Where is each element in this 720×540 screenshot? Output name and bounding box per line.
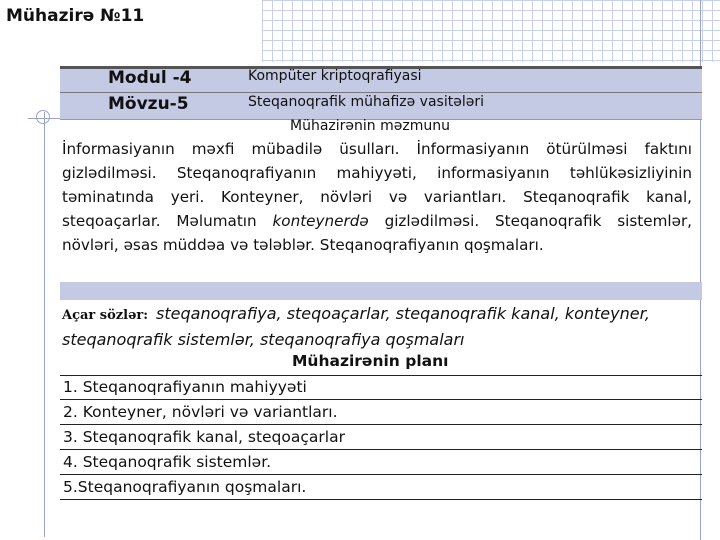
plan-item: 1. Steqanoqrafiyanın mahiyyəti bbox=[60, 375, 702, 400]
content-text-part-1: İnformasiyanın məxfi mübadilə üsulları. İnformasiyanın ötürülməsi faktını gizlədilməsi. Steqanoqrafiyanın mahiyyəti, informasiyanın təhlükəsizliyinin təminatında yeri. Konteyner, növləri və variantları. Steqanoqrafik kanal, steqoaçarlar. Məlumatın bbox=[62, 140, 692, 230]
movzu-value: Steqanoqrafik mühafizə vasitələri bbox=[248, 94, 484, 110]
decorative-left-line bbox=[44, 112, 45, 537]
decorative-grid bbox=[262, 0, 720, 62]
content-text bbox=[62, 137, 692, 257]
plan-item: 5.Steqanoqrafiyanın qoşmaları. bbox=[60, 475, 702, 500]
plan-item: 4. Steqanoqrafik sistemlər. bbox=[60, 450, 702, 475]
keywords-text: steqanoqrafiya, steqoaçarlar, steqanoqrafik kanal, konteyner, steqanoqrafik sistemlər, steqanoqrafiya qoşmaları bbox=[62, 304, 650, 349]
plan-item: 3. Steqanoqrafik kanal, steqoaçarlar bbox=[60, 425, 702, 450]
content-text-part-2: gizlədilməsi. Steqanoqrafik sistemlər, növləri, əsas müddəa və tələblər. Steqanoqrafiyanın qoşmaları. bbox=[62, 212, 693, 254]
decorative-circle bbox=[36, 110, 50, 124]
content-heading: Mühazirənin məzmunu bbox=[290, 118, 450, 134]
keywords-block bbox=[62, 302, 702, 352]
modul-label: Modul -4 bbox=[108, 68, 192, 88]
keywords-label: Açar sözlər: bbox=[62, 308, 149, 323]
page-title: Mühazirə №11 bbox=[6, 6, 145, 26]
modul-value: Kompüter kriptoqrafiyasi bbox=[248, 68, 422, 84]
plan-item: 2. Konteyner, növləri və variantları. bbox=[60, 400, 702, 425]
plan-list bbox=[60, 375, 702, 500]
keywords-bar bbox=[60, 282, 702, 300]
content-text-emphasis: konteynerdə bbox=[272, 212, 369, 230]
modul-divider bbox=[60, 92, 702, 93]
movzu-label: Mövzu-5 bbox=[108, 94, 189, 114]
plan-heading: Mühazirənin planı bbox=[292, 352, 449, 370]
